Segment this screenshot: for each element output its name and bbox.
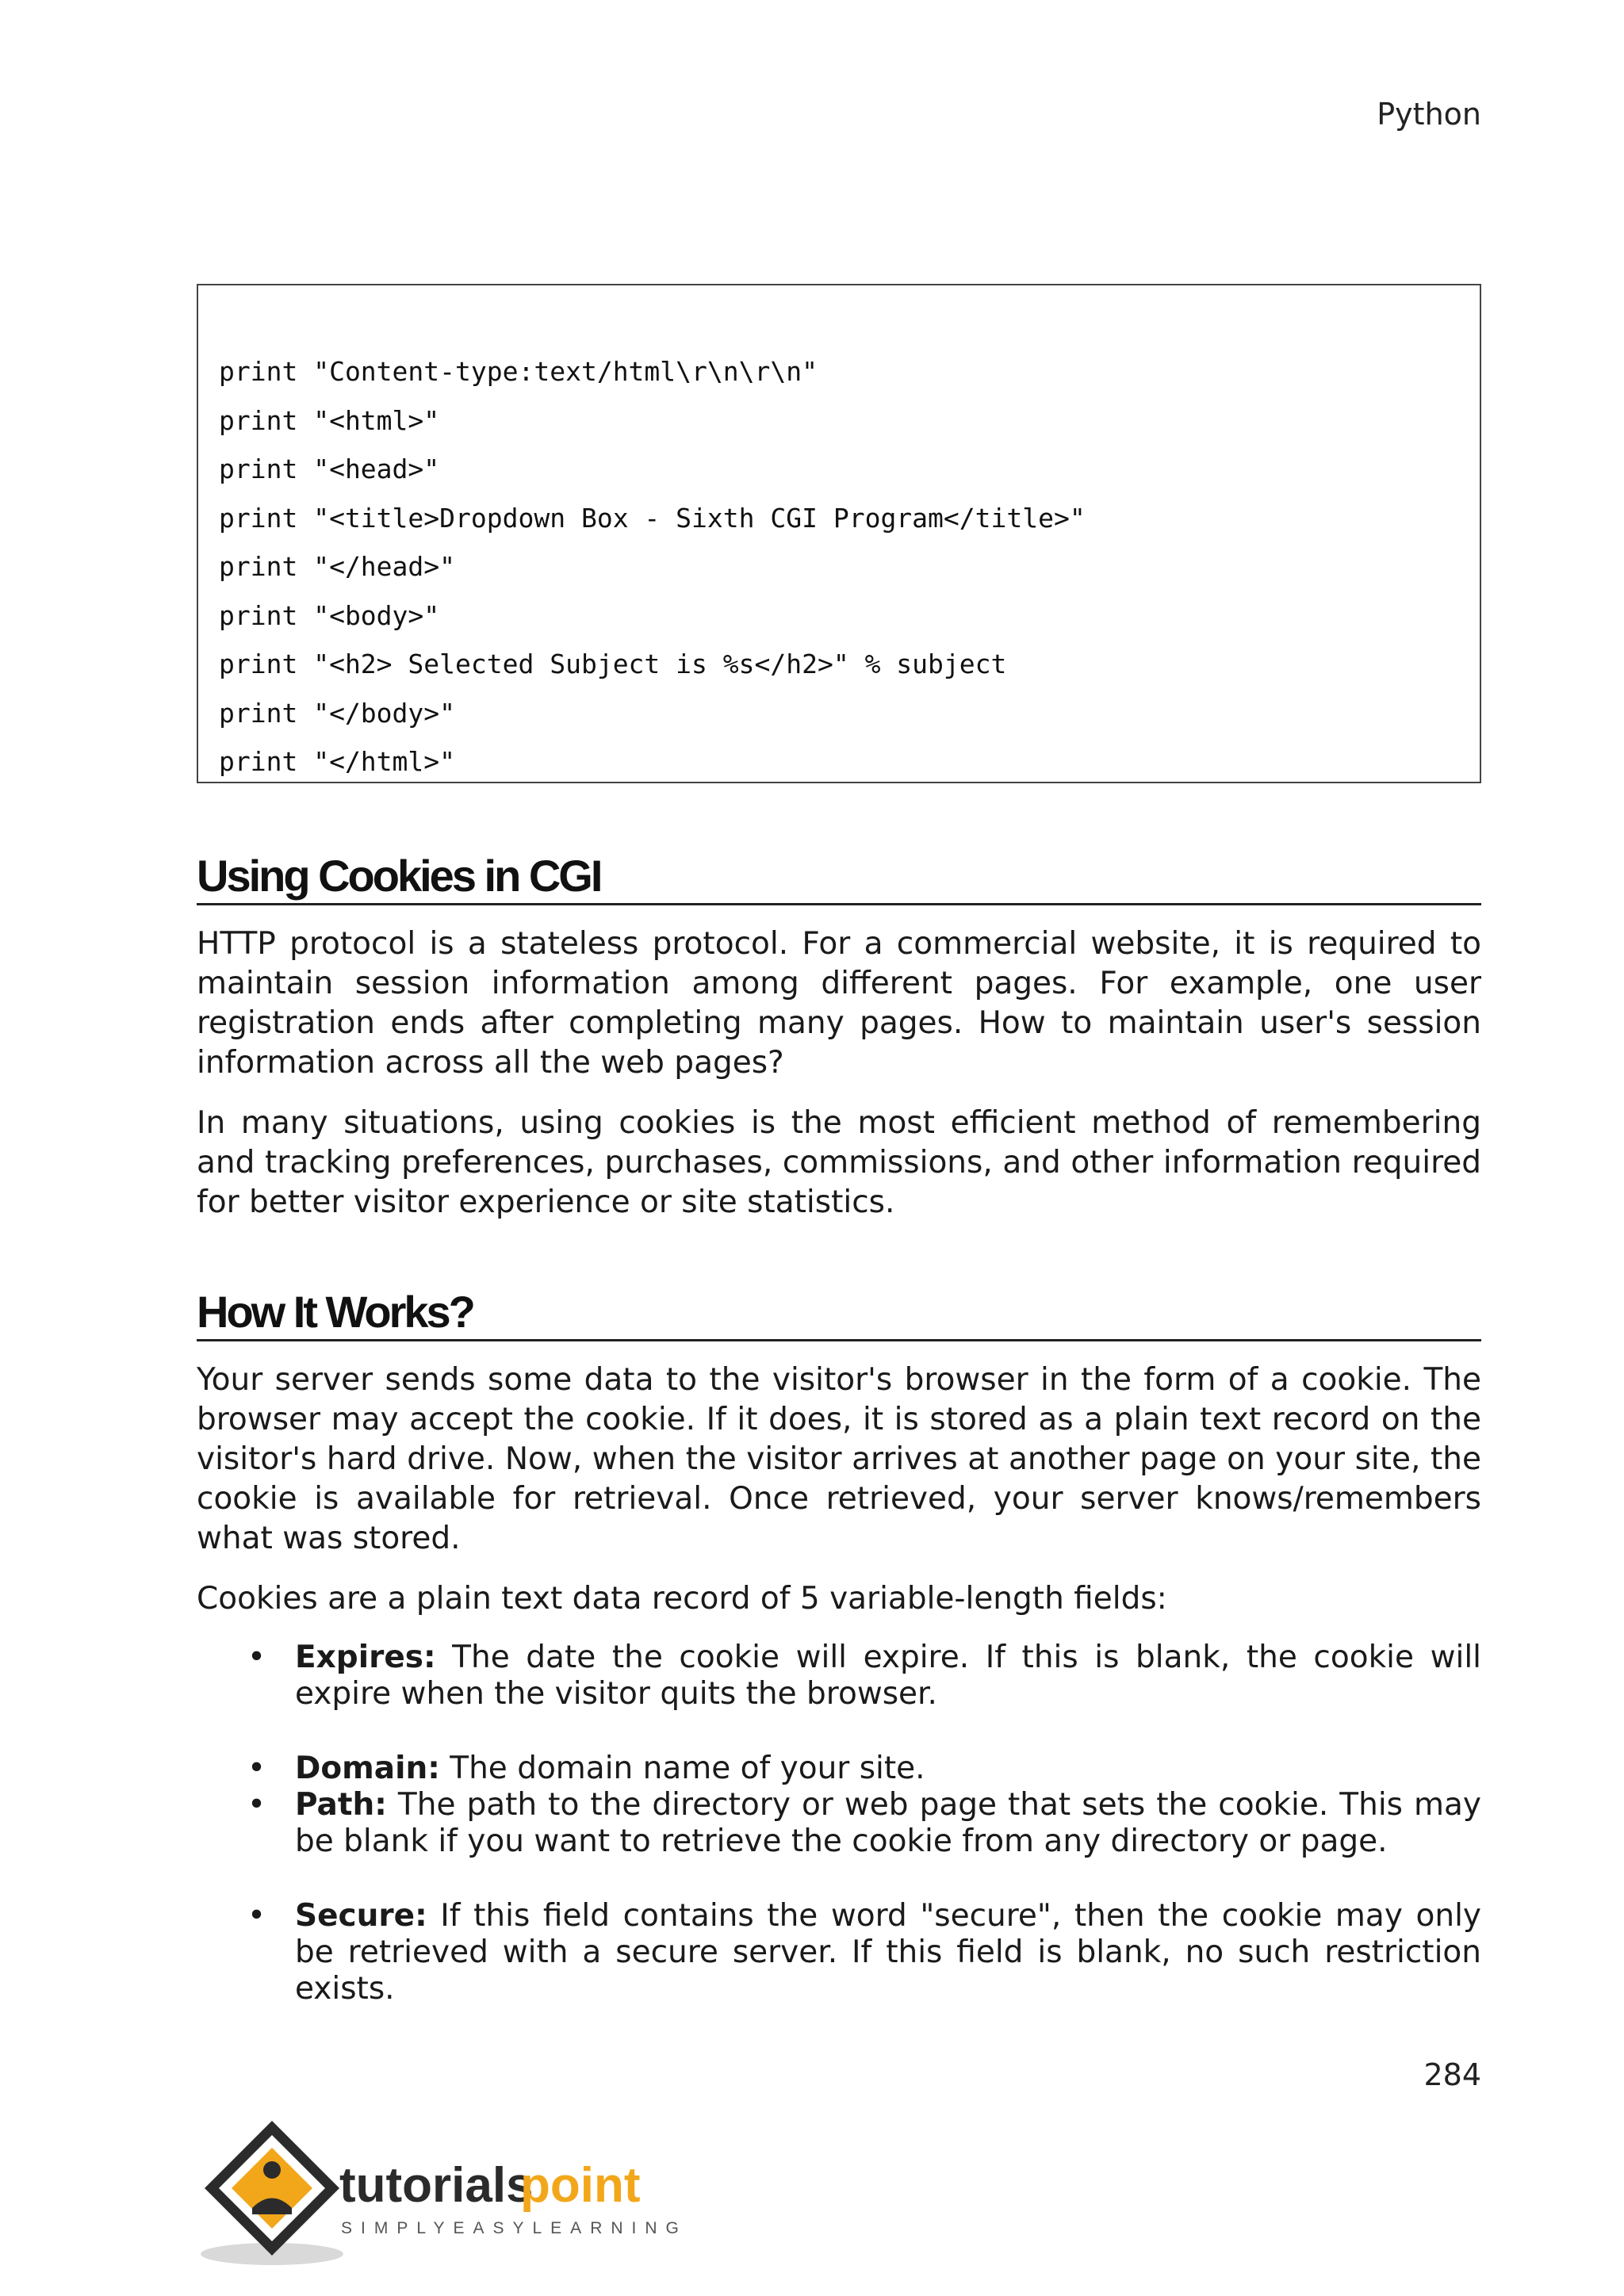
list-item	[247, 1751, 1481, 1787]
code-line: print "<h2> Selected Subject is %s</h2>" % subject	[219, 649, 1007, 679]
paragraph: Cookies are a plain text data record of 5 variable-length fields:	[197, 1581, 1167, 1617]
bullet-icon: •	[247, 1640, 266, 1675]
list-item	[247, 1640, 1481, 1712]
code-line: print "</html>"	[219, 746, 456, 777]
field-desc: The date the cookie will expire. If this is blank, the cookie will expire when the visitor quits the browser.	[295, 1640, 1481, 1712]
logo-tagline: SIMPLYEASYLEARNING	[341, 2219, 688, 2237]
field-term: Path:	[295, 1787, 387, 1823]
paragraph: Your server sends some data to the visitor's browser in the form of a cookie. The browser may accept the cookie. If it does, it is stored as a plain text record on the visitor's hard drive. Now, when the visitor arrives at another page on your site, the cookie is available for retrieval. Once retrieved, your server knows/remembers what was stored.	[197, 1362, 1481, 1556]
field-term: Expires:	[295, 1640, 436, 1675]
bullet-icon: •	[247, 1898, 266, 1934]
logo-wordmark-accent: point	[520, 2158, 641, 2213]
list-item	[247, 1898, 1481, 2007]
field-term: Domain:	[295, 1751, 440, 1786]
field-desc: The domain name of your site.	[439, 1751, 925, 1786]
paragraph: HTTP protocol is a stateless protocol. For a commercial website, it is required to maintain session information among different pages. For example, one user registration ends after completing many pages. How to maintain user's session information across all the web pages?	[197, 926, 1481, 1081]
code-line: print "</head>"	[219, 551, 456, 582]
field-desc: If this field contains the word "secure", then the cookie may only be retrieved with a secure server. If this field is blank, no such restriction exists.	[295, 1898, 1481, 2007]
section-heading-cookies: Using Cookies in CGI	[197, 852, 1481, 905]
code-line: print "Content-type:text/html\r\n\r\n"	[219, 356, 818, 387]
code-line: print "<body>"	[219, 599, 440, 631]
tutorialspoint-logo	[197, 2113, 688, 2271]
bullet-icon: •	[247, 1787, 266, 1823]
page-number: 284	[1423, 2057, 1481, 2092]
running-header: Python	[1377, 97, 1481, 132]
paragraph: In many situations, using cookies is the most efficient method of remembering and tracking preferences, purchases, commissions, and other information required for better visitor experience or site statistics.	[197, 1105, 1481, 1220]
bullet-icon: •	[247, 1751, 266, 1786]
section-heading-how-it-works: How It Works?	[197, 1288, 1481, 1341]
list-item	[247, 1787, 1481, 1860]
code-line: print "<html>"	[219, 404, 440, 436]
field-desc: The path to the directory or web page that sets the cookie. This may be blank if you want to retrieve the cookie from any directory or page.	[295, 1787, 1481, 1859]
code-line: print "<head>"	[219, 453, 440, 484]
code-block	[197, 284, 1481, 783]
code-line: print "<title>Dropdown Box - Sixth CGI Program</title>"	[219, 502, 1086, 534]
field-term: Secure:	[295, 1898, 427, 1934]
logo-wordmark: tutorials	[339, 2158, 534, 2213]
code-line: print "</body>"	[219, 697, 456, 729]
